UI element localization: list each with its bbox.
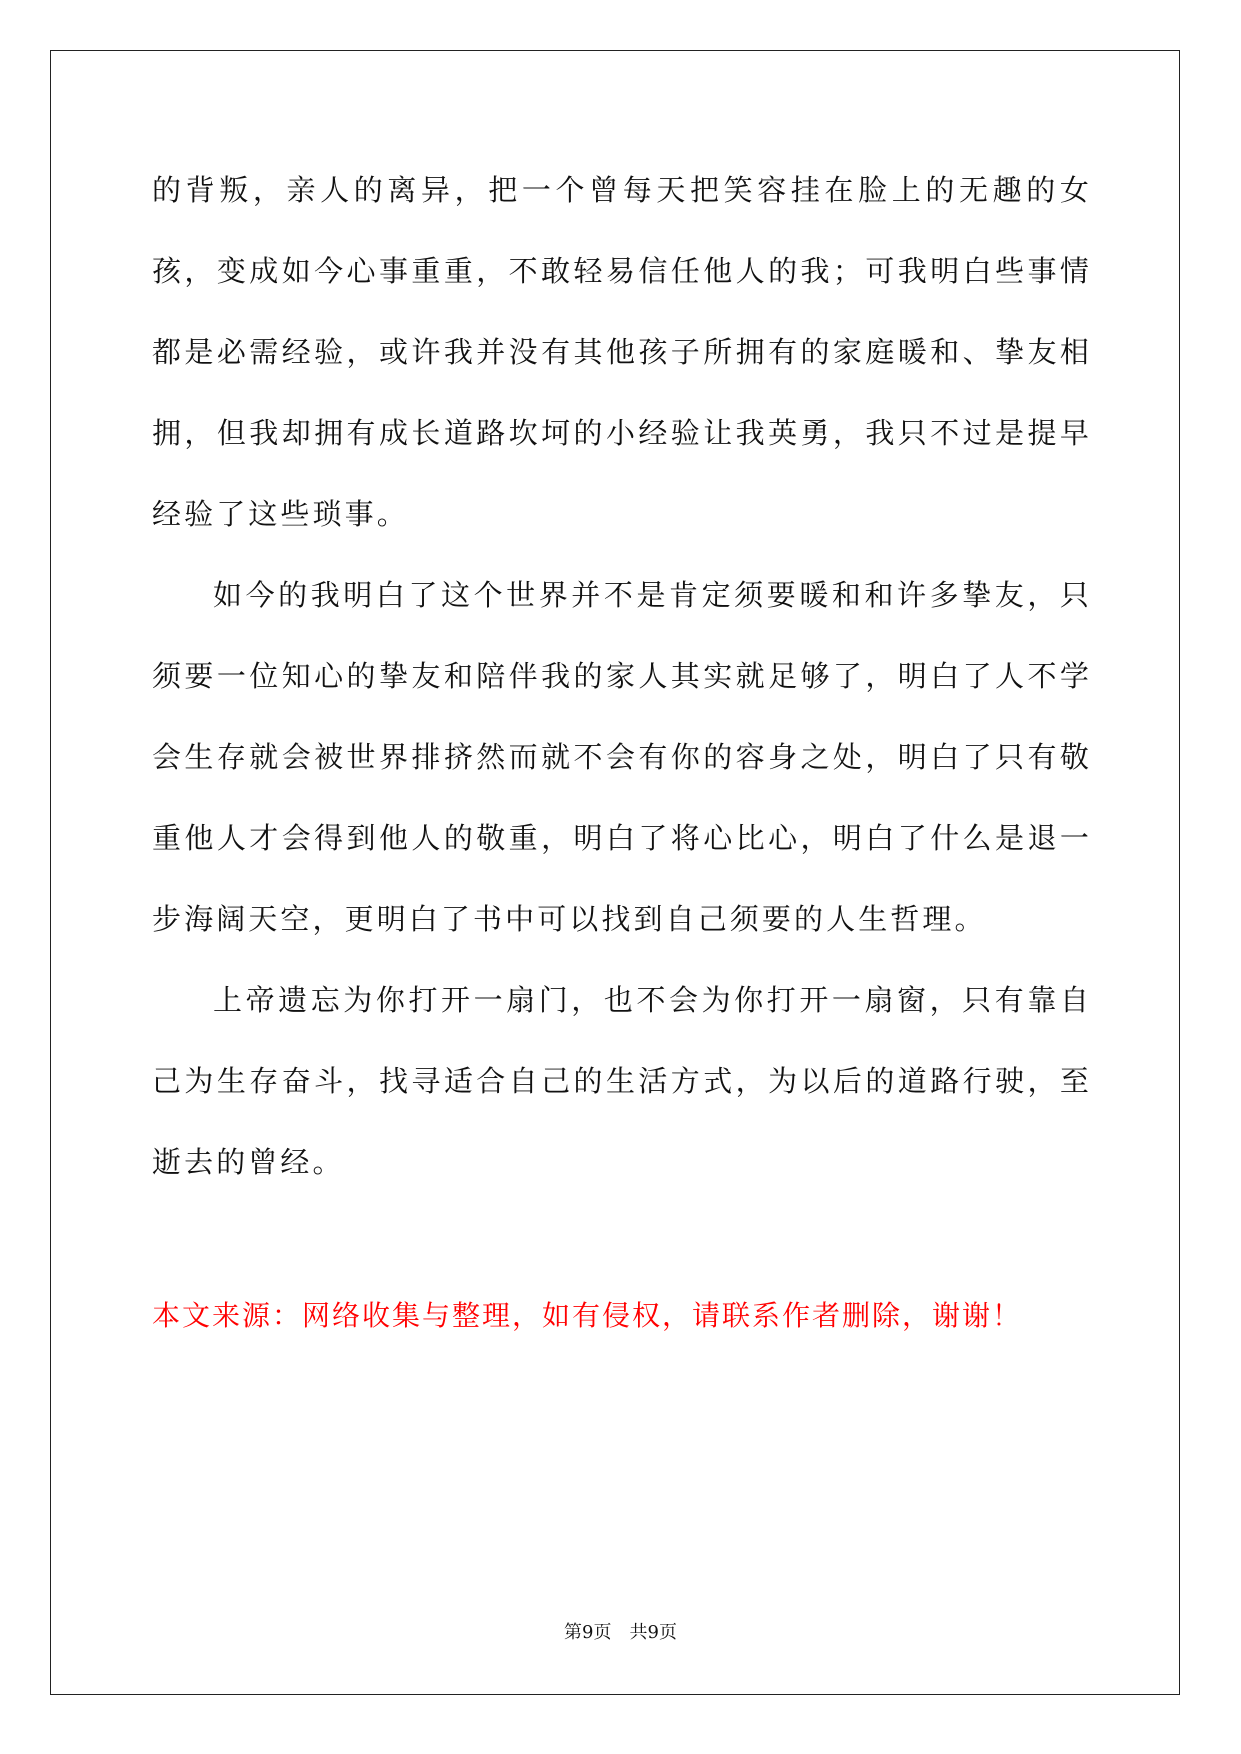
page-footer: [0, 1620, 1241, 1646]
total-pages: 共9页: [629, 1622, 677, 1643]
current-page-number: 第9页: [564, 1622, 612, 1643]
paragraph-2: 如今的我明白了这个世界并不是肯定须要暖和和许多挚友，只须要一位知心的挚友和陪伴我的家人其实就足够了，明白了人不学会生存就会被世界排挤然而就不会有你的容身之处，明白了只有敬重他人才会得到他人的敬重，明白了将心比心，明白了什么是退一步海阔天空，更明白了书中可以找到自己须要的人生哲理。: [152, 578, 1092, 936]
paragraph-3: 上帝遗忘为你打开一扇门，也不会为你打开一扇窗，只有靠自己为生存奋斗，找寻适合自己的生活方式，为以后的道路行驶，至逝去的曾经。: [152, 983, 1092, 1179]
paragraph-1: 的背叛，亲人的离异，把一个曾每天把笑容挂在脸上的无趣的女孩，变成如今心事重重，不敢轻易信任他人的我；可我明白些事情都是必需经验，或许我并没有其他孩子所拥有的家庭暖和、挚友相拥，但我却拥有成长道路坎坷的小经验让我英勇，我只不过是提早经验了这些琐事。: [152, 173, 1092, 531]
document-body: [152, 150, 1092, 1203]
source-note: 本文来源：网络收集与整理，如有侵权，请联系作者删除，谢谢！: [152, 1299, 1023, 1332]
